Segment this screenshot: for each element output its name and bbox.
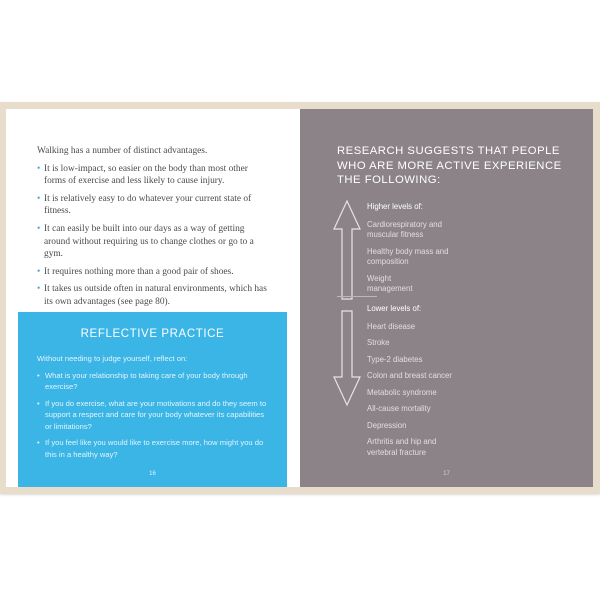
up-arrow-icon bbox=[334, 201, 360, 299]
bullet-dot: • bbox=[37, 370, 40, 380]
list-item: Colon and breast cancer bbox=[367, 371, 452, 380]
bullet-dot: • bbox=[37, 193, 41, 204]
arrows-graphic bbox=[332, 199, 362, 409]
bullet-dot: • bbox=[37, 438, 40, 447]
list-item: Stroke bbox=[367, 338, 390, 347]
reflective-practice-title: REFLECTIVE PRACTICE bbox=[80, 328, 225, 340]
list-item: • It requires nothing more than a good pair of shoes. bbox=[37, 266, 234, 277]
right-page bbox=[300, 109, 593, 487]
book-spread bbox=[0, 102, 600, 494]
list-item: Arthritis and hip and vertebral fracture bbox=[367, 437, 437, 457]
left-page bbox=[6, 109, 300, 487]
walking-advantages bbox=[37, 145, 269, 314]
list-item: • It is relatively easy to do whatever your current state of fitness. bbox=[37, 193, 252, 217]
list-item: • It is low-impact, so easier on the body than most other forms of exercise and less likely to cause injury. bbox=[37, 163, 248, 187]
list-item: Weight management bbox=[367, 273, 413, 293]
reflective-list bbox=[37, 370, 269, 461]
list-item: Metabolic syndrome bbox=[367, 387, 437, 397]
divider bbox=[337, 296, 377, 297]
bullet-dot: • bbox=[37, 398, 40, 408]
reflective-intro: Without needing to judge yourself, reflect on: bbox=[37, 354, 188, 363]
list-item: Depression bbox=[367, 420, 407, 430]
list-item: Type-2 diabetes bbox=[367, 354, 423, 364]
bullet-dot: • bbox=[37, 266, 41, 277]
list-item: • What is your relationship to taking care of your body through exercise? bbox=[37, 370, 248, 391]
research-title: RESEARCH SUGGESTS THAT PEOPLE WHO ARE MORE ACTIVE EXPERIENCE THE FOLLOWING: bbox=[337, 145, 562, 186]
list-item: • If you do exercise, what are your motivations and do they seem to support a respect and care for your body whatever its capabilities or limitations? bbox=[37, 398, 267, 431]
list-item: • It takes us outside often in natural environments, which has its own advantages (see page 80). bbox=[37, 284, 267, 307]
reflective-practice-body bbox=[37, 353, 269, 465]
list-item: Healthy body mass and composition bbox=[367, 246, 449, 266]
intro-text: Walking has a number of distinct advantages. bbox=[37, 146, 208, 156]
bullet-dot: • bbox=[37, 163, 41, 174]
bullet-dot: • bbox=[37, 284, 41, 295]
list-item: • If you feel like you would like to exercise more, how might you do this in a healthy way? bbox=[37, 438, 264, 459]
advantages-list bbox=[37, 163, 269, 309]
list-item: • It can easily be built into our days as a way of getting around without requiring us to change clothes or go to a gym. bbox=[37, 223, 254, 260]
list-item: Cardiorespiratory and muscular fitness bbox=[367, 219, 442, 239]
lower-levels-block bbox=[367, 304, 577, 464]
list-item: All-cause mortality bbox=[367, 404, 431, 413]
reflective-practice-box bbox=[18, 312, 287, 487]
lower-levels-heading: Lower levels of: bbox=[367, 304, 422, 313]
bullet-dot: • bbox=[37, 223, 41, 234]
page-number-left: 16 bbox=[149, 471, 156, 477]
list-item: Heart disease bbox=[367, 321, 416, 331]
higher-levels-block bbox=[367, 202, 577, 301]
higher-levels-heading: Higher levels of: bbox=[367, 202, 423, 211]
page-number-right: 17 bbox=[443, 471, 450, 477]
down-arrow-icon bbox=[334, 311, 360, 405]
